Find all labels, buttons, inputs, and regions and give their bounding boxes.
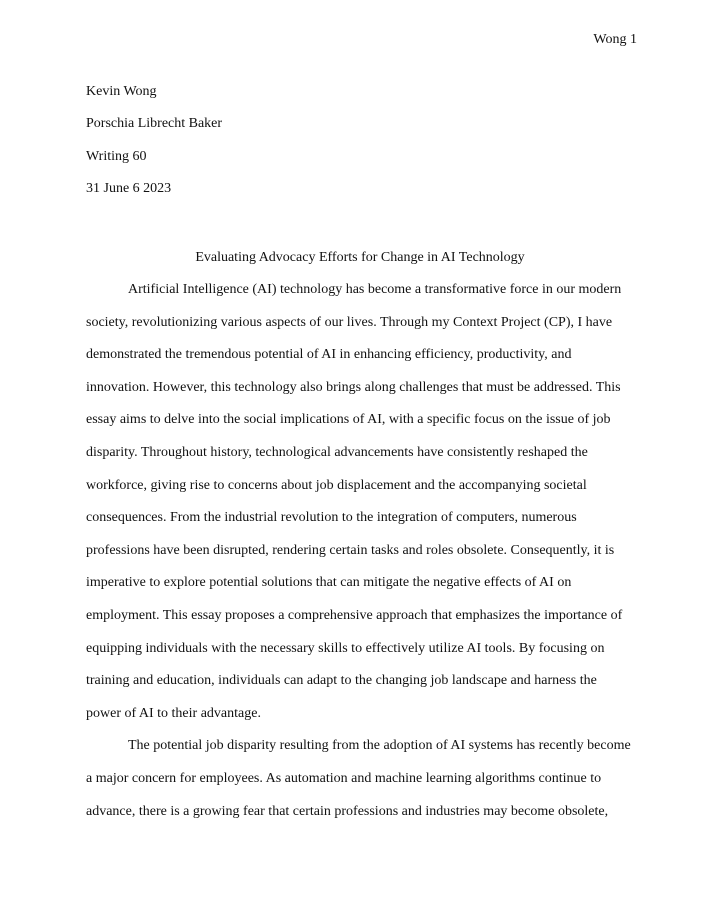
- essay-date: 31 June 6 2023: [86, 181, 172, 197]
- body-line: Artificial Intelligence (AI) technology has become a transformative force in our modern: [128, 282, 622, 297]
- instructor-name: Porschia Librecht Baker: [86, 116, 223, 132]
- body-line: demonstrated the tremendous potential of AI in enhancing efficiency, productivity, and: [86, 347, 572, 363]
- body-line: a major concern for employees. As automation and machine learning algorithms continue to: [86, 771, 602, 786]
- body-line: workforce, giving rise to concerns about job displacement and the accompanying societal: [86, 477, 587, 493]
- body-line: essay aims to delve into the social implications of AI, with a specific focus on the issue of job: [86, 412, 611, 428]
- body-line: imperative to explore potential solutions that can mitigate the negative effects of AI on: [86, 575, 572, 591]
- body-line: disparity. Throughout history, technological advancements have consistently reshaped the: [86, 445, 588, 460]
- body-line: equipping individuals with the necessary skills to effectively utilize AI tools. By focusing on: [86, 640, 605, 656]
- body-line: training and education, individuals can adapt to the changing job landscape and harness the: [86, 673, 597, 689]
- body-line: innovation. However, this technology also brings along challenges that must be addressed. This: [86, 379, 621, 395]
- body-line: consequences. From the industrial revolution to the integration of computers, numerous: [86, 510, 577, 526]
- essay-title: Evaluating Advocacy Efforts for Change in AI Technology: [195, 250, 525, 265]
- body-line: advance, there is a growing fear that certain professions and industries may become obsolete,: [86, 803, 609, 819]
- author-name: Kevin Wong: [86, 84, 157, 99]
- body-line: professions have been disrupted, rendering certain tasks and roles obsolete. Consequently, it is: [86, 542, 615, 558]
- body-line: employment. This essay proposes a comprehensive approach that emphasizes the importance of: [86, 608, 623, 623]
- course-name: Writing 60: [86, 148, 147, 164]
- body-line: society, revolutionizing various aspects of our lives. Through my Context Project (CP), I have: [86, 314, 613, 330]
- running-header: Wong 1: [593, 32, 637, 47]
- body-line: The potential job disparity resulting from the adoption of AI systems has recently become: [128, 738, 631, 754]
- body-line: power of AI to their advantage.: [86, 705, 261, 721]
- essay-heading: [86, 84, 222, 214]
